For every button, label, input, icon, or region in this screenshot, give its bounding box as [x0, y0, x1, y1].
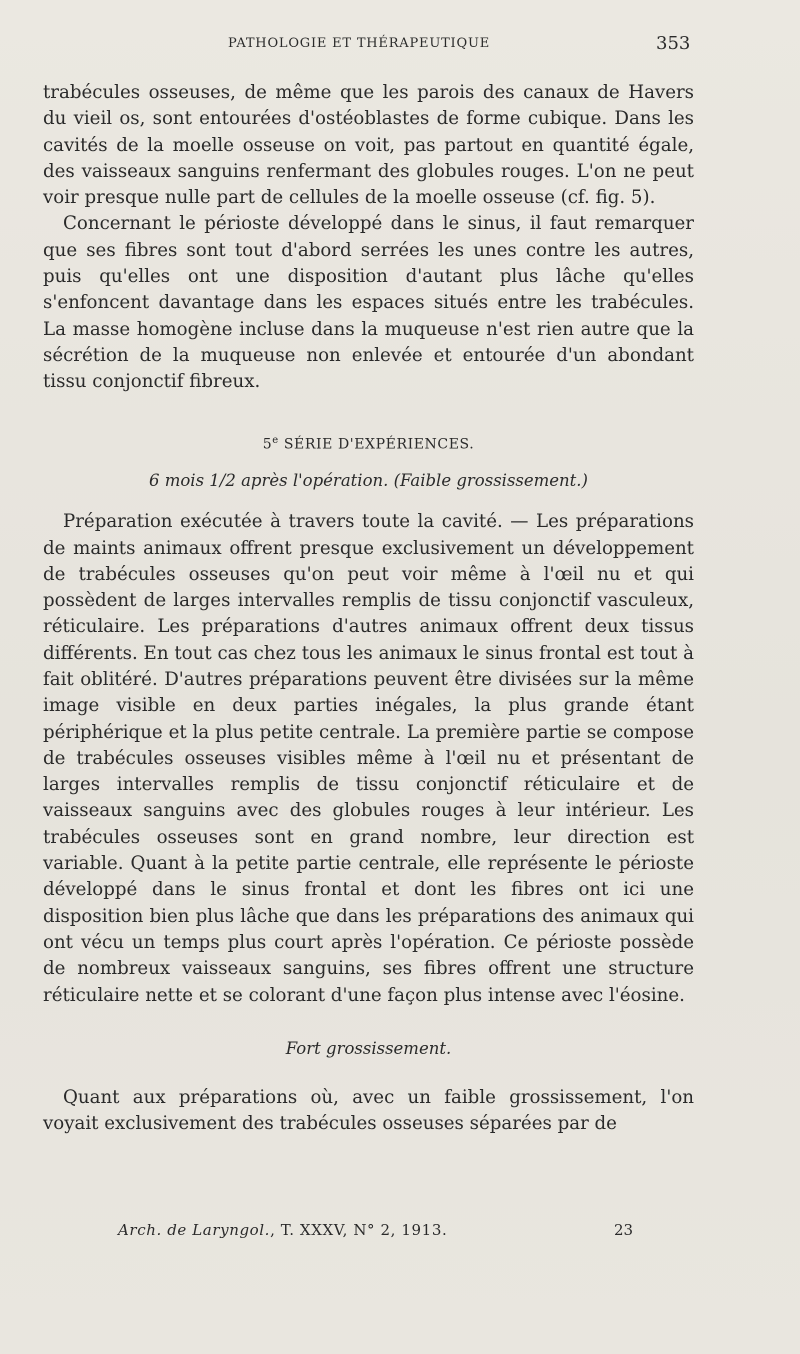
page-number: 353 [656, 33, 691, 54]
paragraph-periosteum: Concernant le périoste développé dans le sinus, il faut remarquer que ses fibres sont tout d'abord serrées les unes contre les autres, puis qu'elles ont une disposition d'autant plus lâche qu'elles s'enfoncent davantage dans les espaces situés entre les trabécules. La masse homogène incluse dans la muqueuse n'est rien autre que la sécrétion de la muqueuse non enlevée et entourée d'un abondant tissu conjonctif fibreux. [43, 213, 694, 393]
series-number: 5 [262, 436, 273, 453]
signature-mark: 23 [614, 1221, 634, 1239]
subheading-low-magnification: 6 mois 1/2 après l'opération. (Faible grossissement.) [148, 471, 588, 491]
running-title: PATHOLOGIE ET THÉRAPEUTIQUE [228, 36, 490, 51]
page-header [0, 33, 800, 60]
journal-volume: , T. XXXV, N° 2, 1913. [270, 1221, 448, 1239]
paragraph-continuation: trabécules osseuses, de même que les parois des canaux de Havers du vieil os, sont entourées d'ostéoblastes de forme cubique. Dans les cavités de la moelle osseuse on voit, pas partout en quantité égale, des vaisseaux sanguins renfermant des globules rouges. L'on ne peut voir presque nulle part de cellules de la moelle osseuse (cf. fig. 5). [43, 82, 694, 209]
series-number-suffix: e [272, 434, 279, 446]
paragraph-preparation: Préparation exécutée à travers toute la cavité. — Les préparations de maints animaux offrent presque exclusivement un développement de trabécules osseuses qu'on peut voir même à l'œil nu et qui possèdent de larges intervalles remplis de tissu conjonctif vasculeux, réticulaire. Les préparations d'autres animaux offrent deux tissus différents. En tout cas chez tous les animaux le sinus frontal est tout à fait oblitéré. D'autres préparations peuvent être divisées sur la même image visible en deux parties inégales, la plus grande étant périphérique et la plus petite centrale. La première partie se compose de trabécules osseuses visibles même à l'œil nu et présentant de larges intervalles remplis de tissu conjonctif réticulaire et de vaisseaux sanguins avec des globules rouges à leur intérieur. Les trabécules osseuses sont en grand nombre, leur direction est variable. Quant à la petite partie centrale, elle représente le périoste développé dans le sinus frontal et dont les fibres ont ici une disposition bien plus lâche que dans les préparations des animaux qui ont vécu un temps plus court après l'opération. Ce périoste possède de nombreux vaisseaux sanguins, ses fibres offrent une structure réticulaire nette et se colorant d'une façon plus intense avec l'éosine. [43, 511, 694, 1006]
journal-abbrev: Arch. de Laryngol. [118, 1221, 271, 1239]
series-title: SÉRIE D'EXPÉRIENCES. [283, 436, 475, 453]
paragraph-high-magnification: Quant aux préparations où, avec un faible grossissement, l'on voyait exclusivement des trabécules osseuses séparées par de [43, 1086, 694, 1135]
main-text [43, 80, 694, 1137]
journal-reference [118, 1221, 447, 1239]
subheading-high-magnification: Fort grossissement. [285, 1038, 452, 1058]
series-heading [43, 435, 694, 453]
